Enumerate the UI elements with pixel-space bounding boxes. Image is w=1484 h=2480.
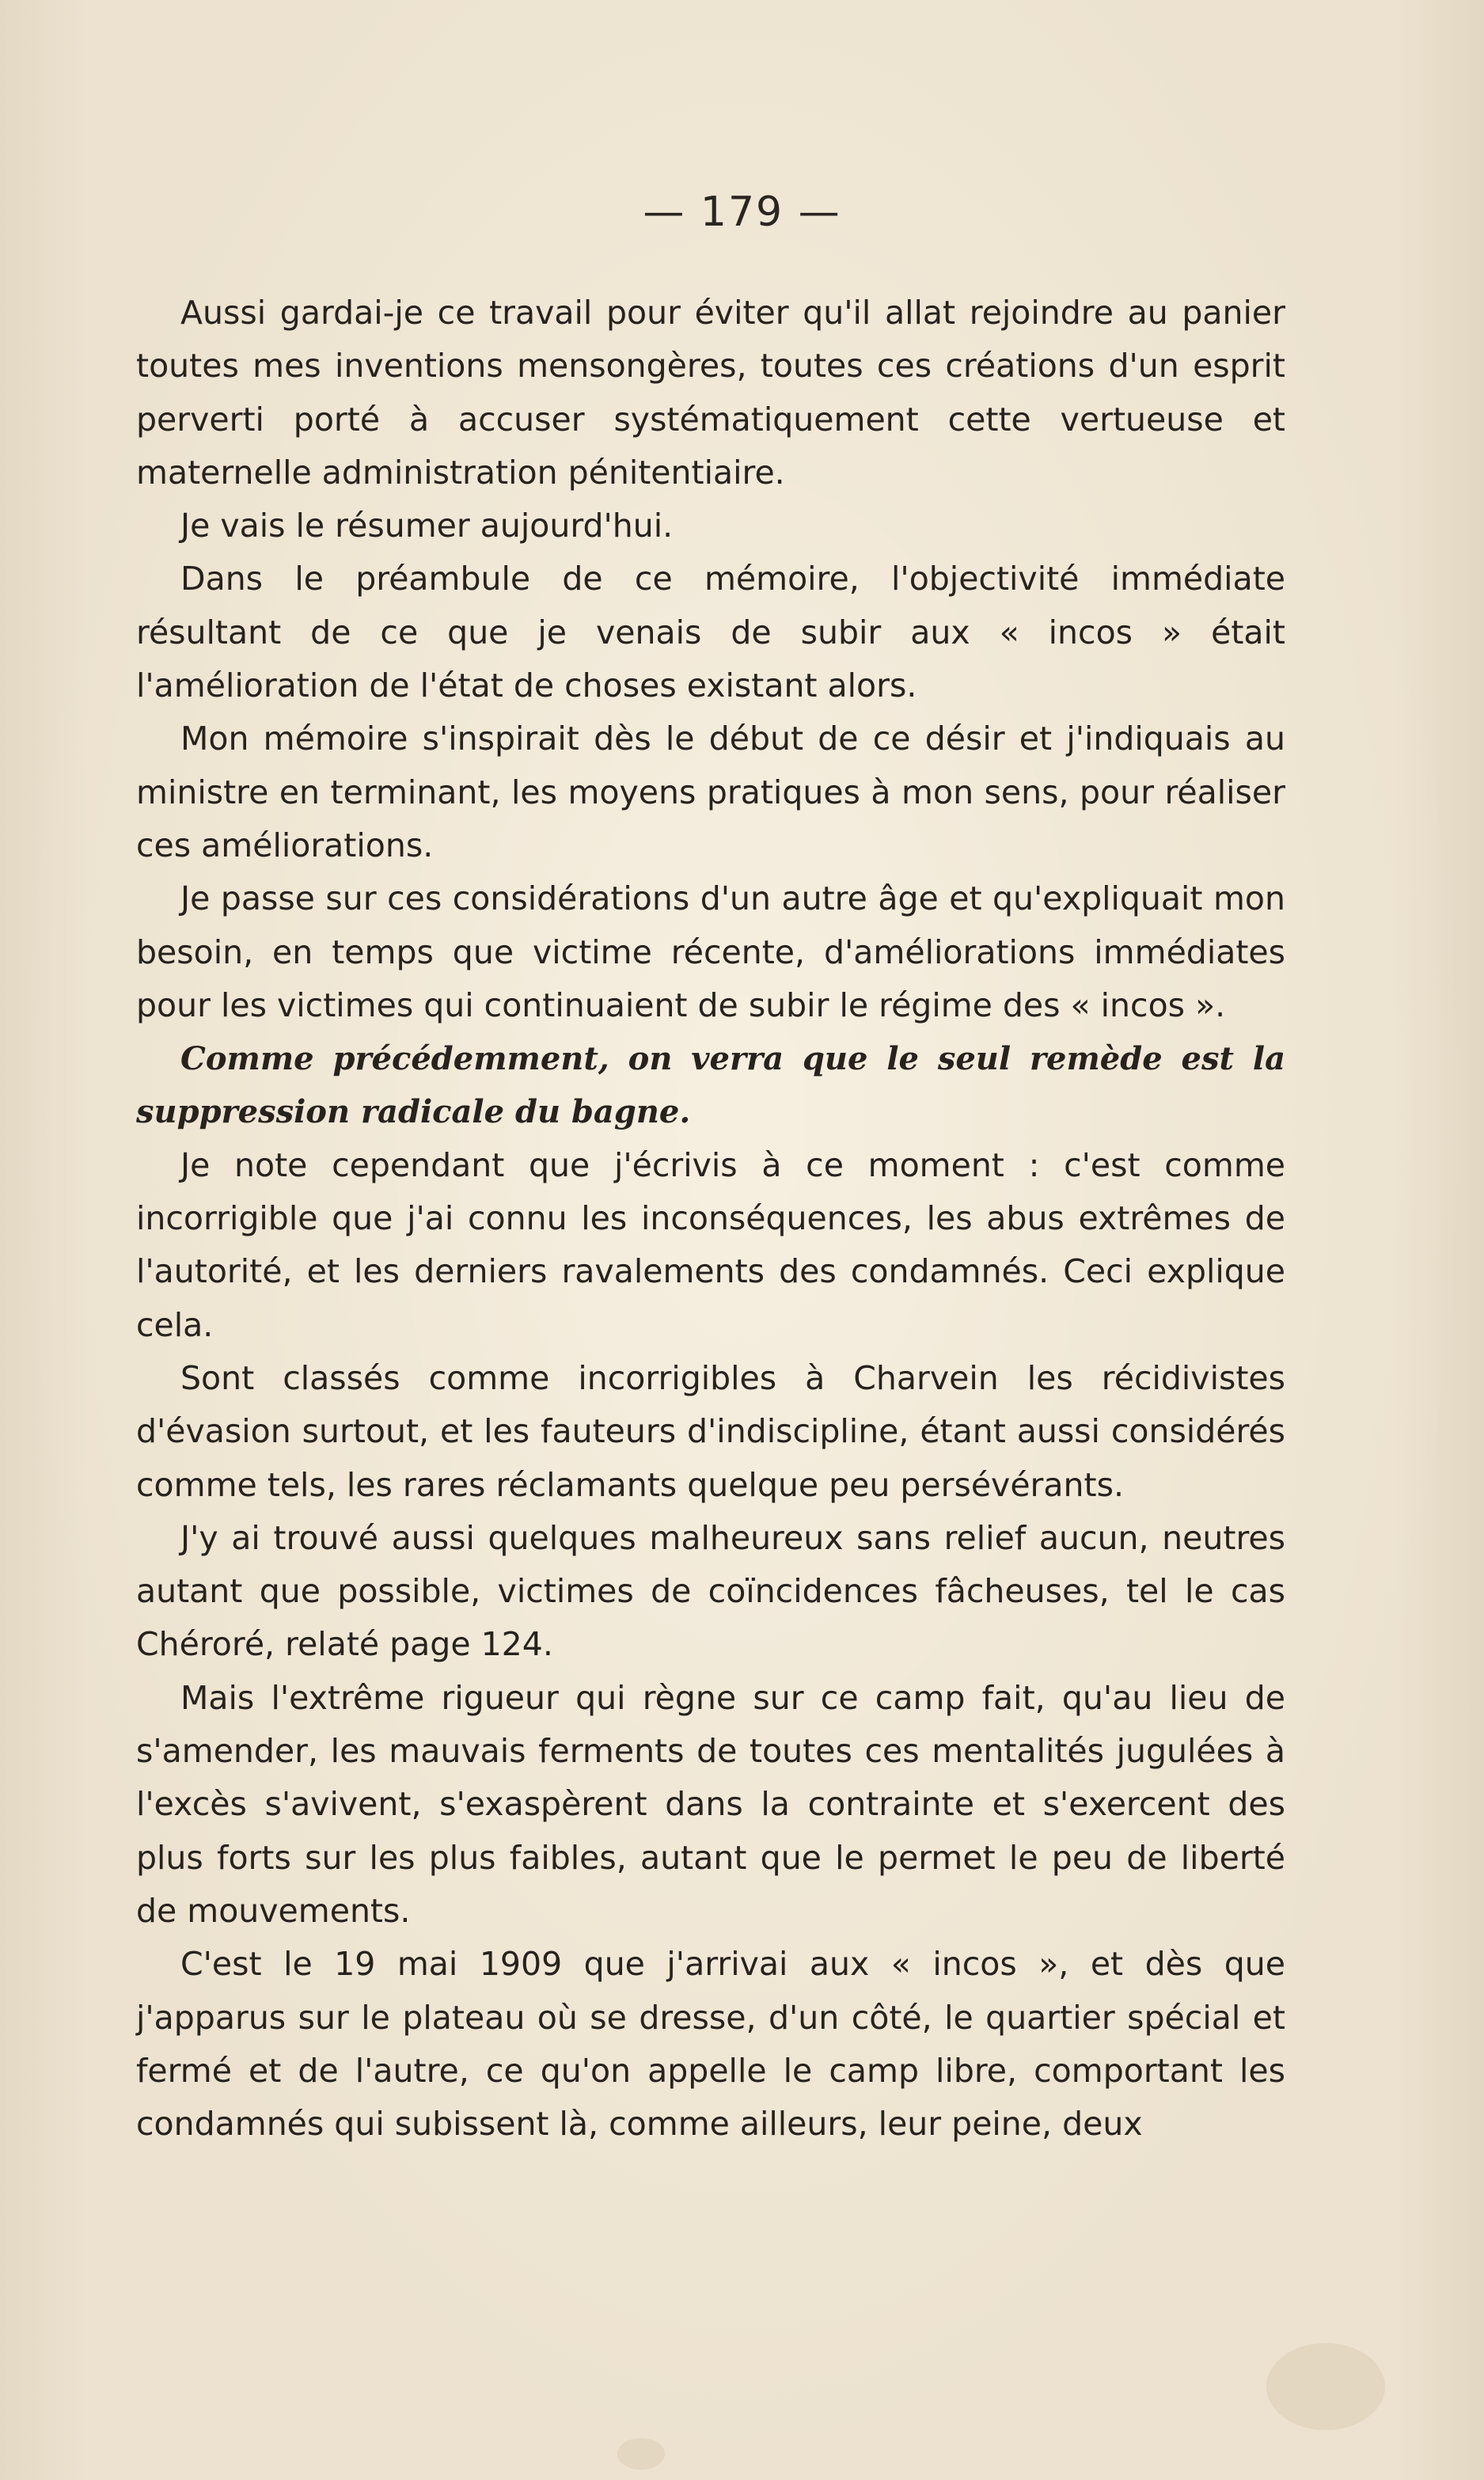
paragraph: J'y ai trouvé aussi quelques malheureux sans relief aucun, neutres autant que possible, victimes de coïncidences fâcheuses, tel le cas Chéroré, relaté page 124.	[136, 1518, 1285, 1664]
paragraph: Dans le préambule de ce mémoire, l'objectivité immédiate résultant de ce que je venais de subir aux « incos » était l'amélioration de l'état de choses existant alors.	[136, 560, 1285, 705]
paper-stain	[617, 2438, 665, 2470]
paragraph: Mais l'extrême rigueur qui règne sur ce camp fait, qu'au lieu de s'amender, les mauvais ferments de toutes ces mentalités jugulées à l'excès s'avivent, s'exaspèrent dans la contrainte et s'exercent des plus forts sur les plus faibles, autant que le permet le peu de liberté de mouvements.	[136, 1678, 1285, 1930]
italic-paragraph: Comme précédemment, on verra que le seul remède est la suppression radicale du bagne.	[136, 1040, 1285, 1131]
paragraph: Je vais le résumer aujourd'hui.	[180, 507, 674, 545]
body-text	[136, 287, 1285, 2151]
paper-stain	[1266, 2343, 1385, 2430]
paragraph: Je passe sur ces considérations d'un autre âge et qu'expliquait mon besoin, en temps que victime récente, d'améliorations immédiates pour les victimes qui continuaient de subir le régime des « incos ».	[136, 879, 1285, 1024]
paragraph: Aussi gardai-je ce travail pour éviter qu'il allat rejoindre au panier toutes mes inventions mensongères, toutes ces créations d'un esprit perverti porté à accuser systématiquement cette vertueuse et maternelle administration pénitentiaire.	[136, 294, 1285, 492]
paragraph: Je note cependant que j'écrivis à ce moment : c'est comme incorrigible que j'ai connu les inconséquences, les abus extrêmes de l'autorité, et les derniers ravalements des condamnés. Ceci explique cela.	[136, 1145, 1285, 1344]
paragraph: Sont classés comme incorrigibles à Charvein les récidivistes d'évasion surtout, et les fauteurs d'indiscipline, étant aussi considérés comme tels, les rares réclamants quelque peu persévérants.	[136, 1358, 1285, 1504]
paragraph: C'est le 19 mai 1909 que j'arrivai aux « incos », et dès que j'apparus sur le plateau où se dresse, d'un côté, le quartier spécial et fermé et de l'autre, ce qu'on appelle le camp libre, comportant les condamnés qui subissent là, comme ailleurs, leur peine, deux	[136, 1945, 1285, 2144]
page-number: — 179 —	[643, 188, 841, 236]
paragraph: Mon mémoire s'inspirait dès le début de ce désir et j'indiquais au ministre en terminant, les moyens pratiques à mon sens, pour réaliser ces améliorations.	[136, 720, 1285, 864]
